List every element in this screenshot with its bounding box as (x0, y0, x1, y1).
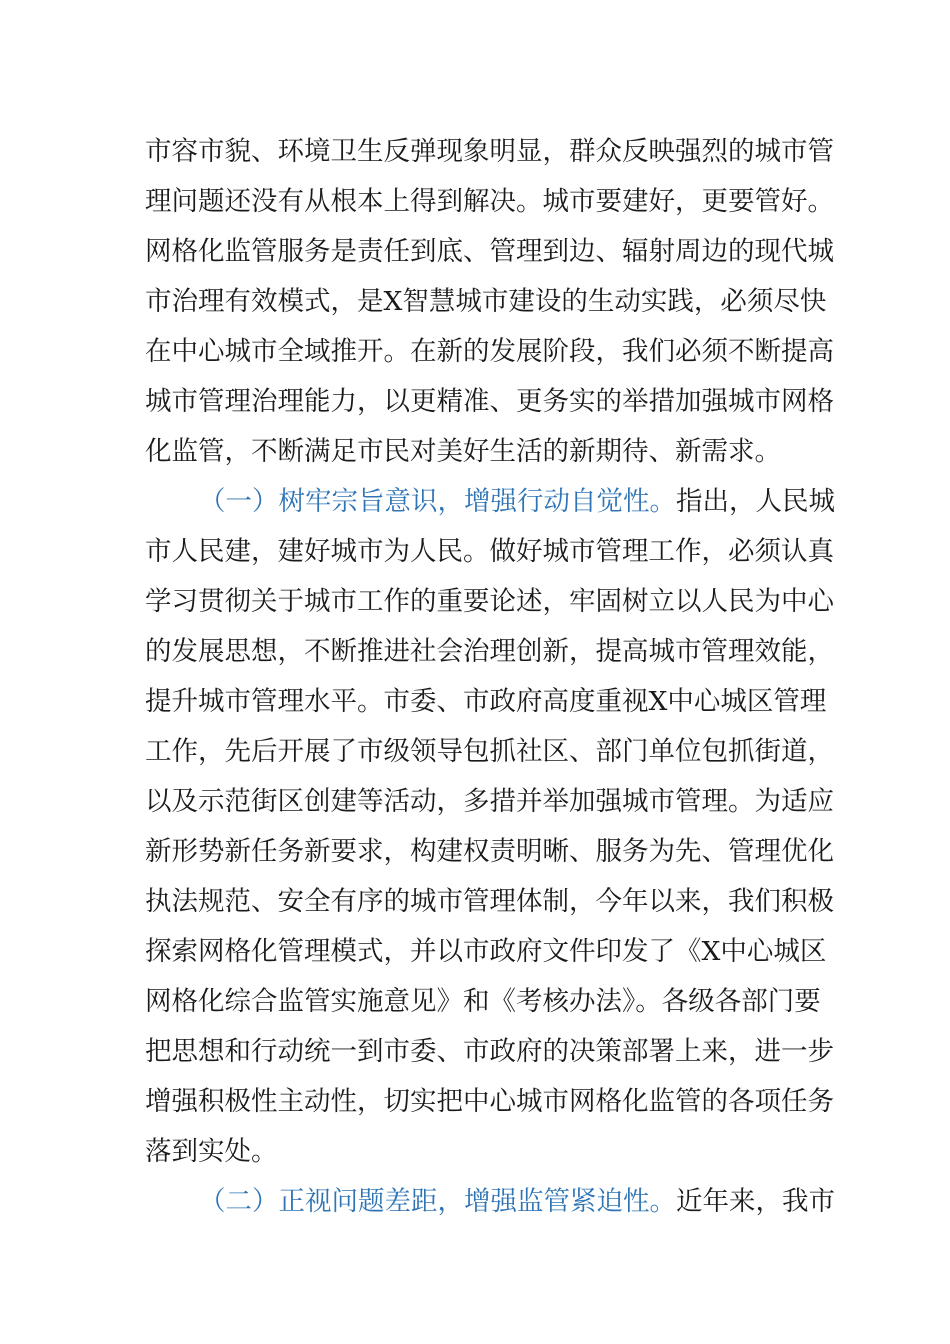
section-2-first-line-text: 近年来，我市 (676, 1186, 835, 1217)
text-line: 在中心城市全域推开。在新的发展阶段，我们必须不断提高 (145, 336, 834, 367)
text-line: 增强积极性主动性，切实把中心城市网格化监管的各项任务 (145, 1086, 834, 1117)
text-line: 市治理有效模式，是X智慧城市建设的生动实践，必须尽快 (145, 286, 827, 317)
text-line: 学习贯彻关于城市工作的重要论述，牢固树立以人民为中心 (145, 586, 834, 617)
section-1-first-line-text: 指出，人民城 (676, 486, 835, 517)
text-line: 市人民建，建好城市为人民。做好城市管理工作，必须认真 (145, 536, 834, 567)
text-line: 网格化综合监管实施意见》和《考核办法》。各级各部门要 (145, 986, 821, 1017)
section-2-first-line (199, 1182, 835, 1222)
text-line: 网格化监管服务是责任到底、管理到边、辐射周边的现代城 (145, 236, 834, 267)
text-line: 理问题还没有从根本上得到解决。城市要建好，更要管好。 (145, 186, 834, 217)
text-line: 执法规范、安全有序的城市管理体制，今年以来，我们积极 (145, 886, 834, 917)
section-1-heading: （一）树牢宗旨意识，增强行动自觉性。 (199, 486, 676, 517)
text-line: 落到实处。 (145, 1136, 278, 1167)
text-line: 新形势新任务新要求，构建权责明晰、服务为先、管理优化 (145, 836, 834, 867)
text-line: 把思想和行动统一到市委、市政府的决策部署上来，进一步 (145, 1036, 834, 1067)
text-line: 城市管理治理能力，以更精准、更务实的举措加强城市网格 (145, 386, 834, 417)
section-2-heading: （二）正视问题差距，增强监管紧迫性。 (199, 1186, 676, 1217)
text-line: 化监管，不断满足市民对美好生活的新期待、新需求。 (145, 436, 781, 467)
text-line: 工作，先后开展了市级领导包抓社区、部门单位包抓街道， (145, 736, 834, 767)
text-line: 提升城市管理水平。市委、市政府高度重视X中心城区管理 (145, 686, 827, 717)
section-1-first-line (199, 482, 835, 522)
text-line: 市容市貌、环境卫生反弹现象明显，群众反映强烈的城市管 (145, 136, 834, 167)
text-line: 以及示范街区创建等活动，多措并举加强城市管理。为适应 (145, 786, 834, 817)
text-line: 探索网格化管理模式，并以市政府文件印发了《X中心城区 (145, 936, 827, 967)
text-line: 的发展思想，不断推进社会治理创新，提高城市管理效能， (145, 636, 834, 667)
